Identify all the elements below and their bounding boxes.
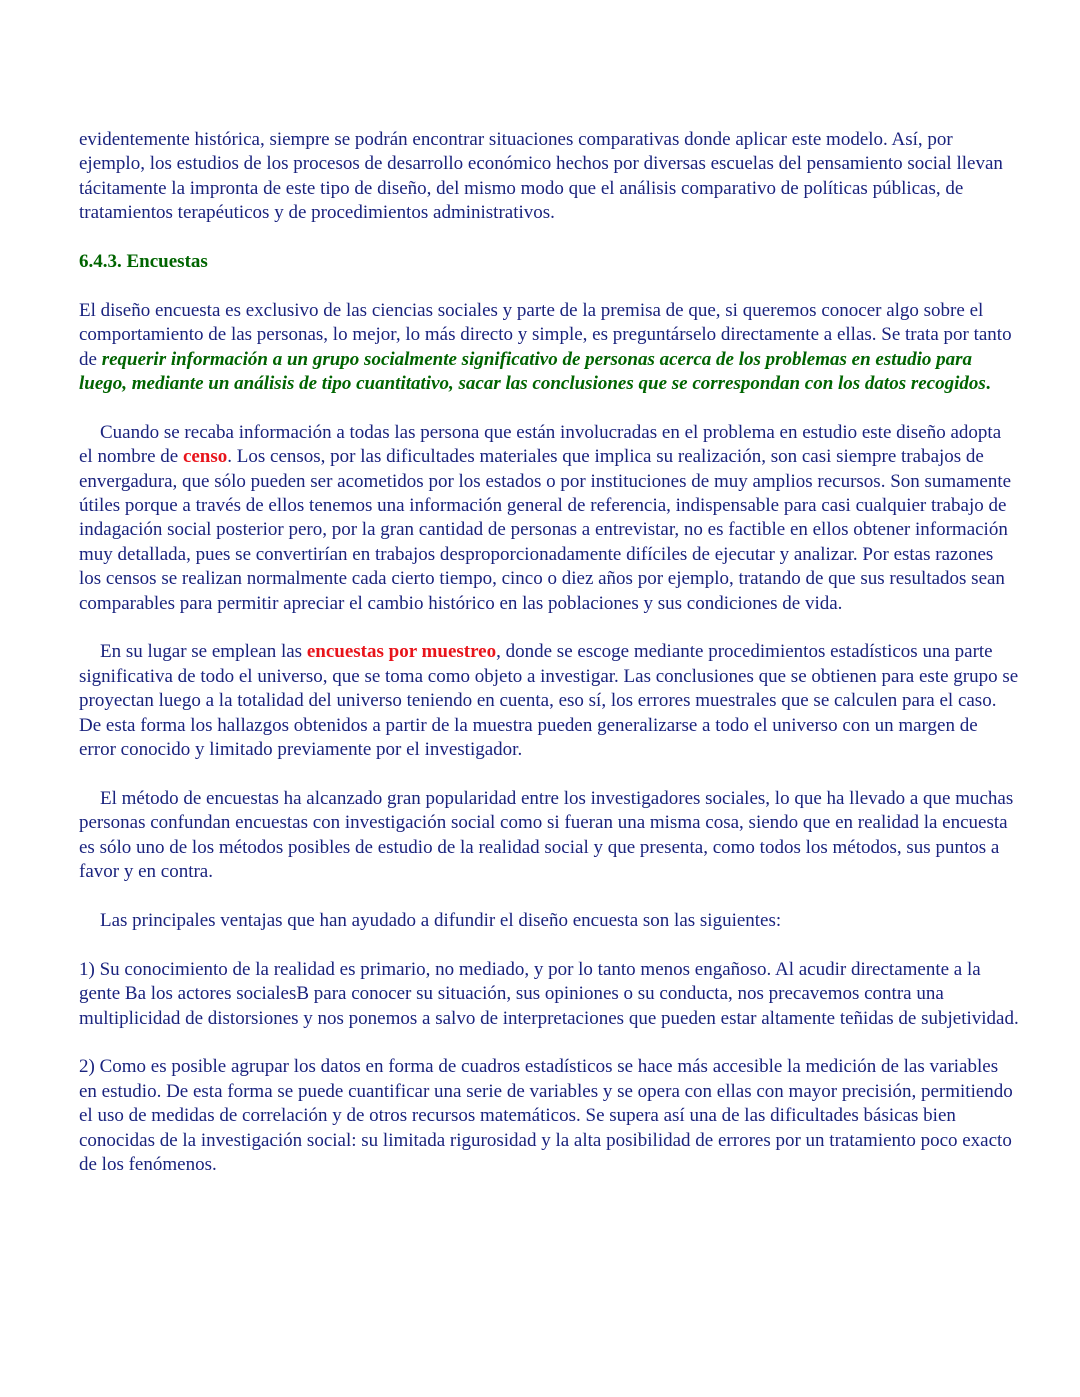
definition-end-mark: . [985, 373, 991, 395]
muestreo-paragraph [79, 640, 1019, 762]
censo-text-after: . Los censos, por las dificultades materiales que implica su realización, son casi siempre trabajos de envergadura, que sólo pueden ser acometidos por los estados o por instituciones de muy amplios recursos. Son sumamente útiles porque a través de ellos tenemos una información general de referencia, indispensable para casi cualquier trabajo de indagación social posterior pero, por la gran cantidad de personas a entrevistar, no es factible en ellos obtener información muy detallada, pues se convertirían en trabajos desproporcionadamente difíciles de ejecutar y analizar. Por estas razones los censos se realizan normalmente cada cierto tiempo, cinco o diez años por ejemplo, tratando de que sus resultados sean comparables para permitir apreciar el cambio histórico en las poblaciones y sus condiciones de vida. [79, 446, 1012, 614]
section-heading: 6.4.3. Encuestas [79, 251, 208, 273]
censo-paragraph [79, 421, 1019, 616]
popularidad-paragraph: El método de encuestas ha alcanzado gran popularidad entre los investigadores sociales, lo que ha llevado a que muchas personas confundan encuestas con investigación social como si fueran una misma cosa, siendo que en realidad la encuesta es sólo uno de los métodos posibles de estudio de la realidad social y que presenta, como todos los métodos, sus puntos a favor y en contra. [79, 787, 1014, 883]
advantage-item-2: 2) Como es posible agrupar los datos en forma de cuadros estadísticos se hace más accesible la medición de las variables en estudio. De esta forma se puede cuantificar una serie de variables y se opera con ellas con mayor precisión, permitiendo el uso de medidas de correlación y de otros recursos matemáticos. Se supera así una de las dificultades básicas bien conocidas de la investigación social: su limitada rigurosidad y la alta posibilidad de errores por un tratamiento poco exacto de los fenómenos. [79, 1056, 1013, 1175]
definition-text: El diseño encuesta es exclusivo de las ciencias sociales y parte de la premisa de que, si queremos conocer algo sobre el comportamiento de las personas, lo mejor, lo más directo y simple, es preguntárselo directamente a ellas. Se trata por tanto de [79, 299, 1012, 370]
intro-paragraph: evidentemente histórica, siempre se podrán encontrar situaciones comparativas donde aplicar este modelo. Así, por ejemplo, los estudios de los procesos de desarrollo económico hechos por diversas escuelas del pensamiento social llevan tácitamente la impronta de este tipo de diseño, del mismo modo que el análisis comparativo de políticas públicas, de tratamientos terapéuticos y de procedimientos administrativos. [79, 129, 1003, 224]
definition-emphasis: requerir información a un grupo socialmente significativo de personas acerca de los problemas en estudio para luego, mediante un análisis de tipo cuantitativo, sacar las conclusiones que se correspondan con los datos recogidos [79, 348, 986, 395]
advantage-item-1: 1) Su conocimiento de la realidad es primario, no mediado, y por lo tanto menos engañoso. Al acudir directamente a la gente Ba los actores socialesB para conocer su situación, sus opiniones o su conducta, nos precavemos contra una multiplicidad de distorsiones y nos ponemos a salvo de interpretaciones que pueden estar altamente teñidas de subjetividad. [79, 958, 1019, 1029]
muestreo-highlight: encuestas por muestreo [306, 641, 497, 663]
muestreo-text-after: , donde se escoge mediante procedimientos estadísticos una parte significativa de todo el universo, que se toma como objeto a investigar. Las conclusiones que se obtienen para este grupo se proyectan luego a la totalidad del universo teniendo en cuenta, eso sí, los errores muestrales que se calculen para el caso. De esta forma los hallazgos obtenidos a partir de la muestra pueden generalizarse a todo el universo con un margen de error conocido y limitado previamente por el investigador. [79, 641, 1019, 761]
censo-text-before: Cuando se recaba información a todas las persona que están involucradas en el problema en estudio este diseño adopta el nombre de [79, 421, 1002, 468]
muestreo-text-before: En su lugar se emplean las [100, 641, 307, 663]
censo-highlight: censo [182, 446, 228, 468]
document-page [79, 128, 1019, 1202]
definition-paragraph [79, 299, 1019, 397]
ventajas-intro-paragraph: Las principales ventajas que han ayudado a difundir el diseño encuesta son las siguientes: [100, 909, 782, 931]
